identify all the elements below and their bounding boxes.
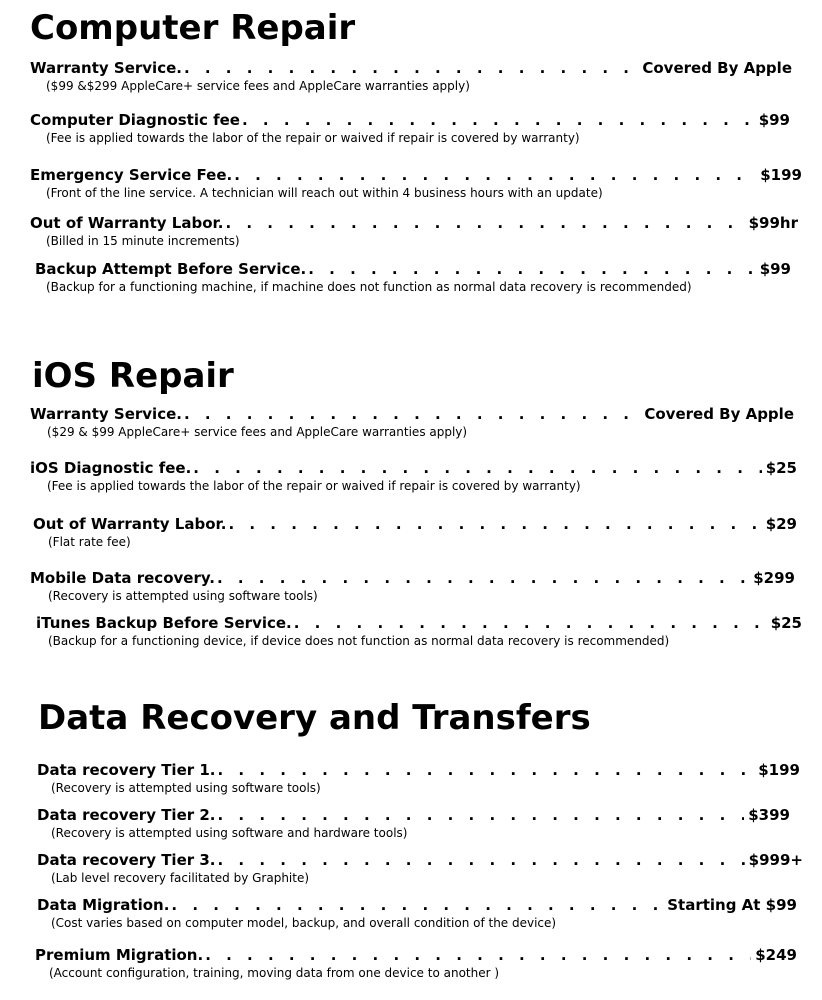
price-item (30, 213, 798, 249)
dot-leader (294, 613, 767, 633)
dot-leader (308, 259, 755, 279)
item-note: (Billed in 15 minute increments) (46, 234, 240, 248)
price-item (35, 945, 797, 981)
dot-leader (228, 514, 761, 534)
item-note: ($99 &$299 AppleCare+ service fees and AppleCare warranties apply) (46, 79, 470, 93)
item-price: $25 (765, 459, 797, 477)
price-item (37, 805, 790, 841)
item-price: Starting At $99 (667, 896, 797, 914)
item-price: $249 (755, 946, 797, 964)
item-price: $99 (758, 111, 790, 129)
dot-leader (242, 110, 755, 130)
item-price: $99hr (748, 214, 798, 232)
price-item (35, 259, 791, 295)
dot-leader (184, 58, 638, 78)
section-title-ios-repair: iOS Repair (32, 356, 234, 396)
item-name: Computer Diagnostic fee (30, 111, 240, 129)
item-name: iTunes Backup Before Service. (36, 614, 292, 632)
item-note: (Recovery is attempted using software tools) (48, 589, 318, 603)
item-price: Covered By Apple (642, 59, 792, 77)
section-title-data-recovery: Data Recovery and Transfers (38, 698, 591, 738)
price-item (36, 613, 802, 649)
item-name: Out of Warranty Labor. (30, 214, 224, 232)
item-name: Emergency Service Fee. (30, 166, 233, 184)
dot-leader (184, 404, 640, 424)
price-item (30, 568, 795, 604)
item-name: Mobile Data recovery. (30, 569, 215, 587)
dot-leader (225, 213, 744, 233)
price-item (33, 514, 797, 550)
item-name: Out of Warranty Labor. (33, 515, 227, 533)
dot-leader (217, 568, 749, 588)
item-name: iOS Diagnostic fee. (30, 459, 192, 477)
item-name: Data Migration. (37, 896, 170, 914)
item-price: $399 (748, 806, 790, 824)
item-name: Warranty Service. (30, 59, 182, 77)
item-price: $199 (760, 166, 802, 184)
dot-leader (218, 760, 755, 780)
price-item (30, 165, 802, 201)
item-note: (Fee is applied towards the labor of the repair or waived if repair is covered by warranty) (47, 479, 581, 493)
item-price: $199 (758, 761, 800, 779)
item-note: (Front of the line service. A technician will reach out within 4 business hours with an update) (46, 186, 603, 200)
item-price: $299 (753, 569, 795, 587)
item-name: Data recovery Tier 1. (37, 761, 216, 779)
item-name: Data recovery Tier 2. (37, 806, 216, 824)
dot-leader (218, 805, 745, 825)
item-price: $999+ (748, 851, 803, 869)
price-item (30, 110, 790, 146)
item-note: (Recovery is attempted using software tools) (51, 781, 321, 795)
dot-leader (234, 165, 756, 185)
item-note: (Recovery is attempted using software and hardware tools) (51, 826, 408, 840)
price-item (30, 458, 797, 494)
price-item (37, 760, 800, 796)
item-note: (Cost varies based on computer model, backup, and overall condition of the device) (51, 916, 557, 930)
price-item (37, 895, 797, 931)
item-price: $29 (765, 515, 797, 533)
dot-leader (205, 945, 751, 965)
item-note: (Backup for a functioning machine, if machine does not function as normal data recovery is recommended) (46, 280, 692, 294)
dot-leader (193, 458, 761, 478)
dot-leader (171, 895, 663, 915)
item-note: (Account configuration, training, moving data from one device to another ) (49, 966, 500, 980)
item-name: Backup Attempt Before Service. (35, 260, 307, 278)
item-name: Data recovery Tier 3. (37, 851, 216, 869)
item-note: (Backup for a functioning device, if device does not function as normal data recovery is recommended) (48, 634, 670, 648)
price-item (37, 850, 803, 886)
section-title-computer-repair: Computer Repair (30, 8, 356, 48)
price-item (30, 404, 794, 440)
item-price: Covered By Apple (644, 405, 794, 423)
item-name: Warranty Service. (30, 405, 182, 423)
item-name: Premium Migration. (35, 946, 204, 964)
dot-leader (218, 850, 745, 870)
item-note: (Fee is applied towards the labor of the repair or waived if repair is covered by warranty) (46, 131, 580, 145)
price-item (30, 58, 792, 94)
item-price: $25 (770, 614, 802, 632)
item-price: $99 (759, 260, 791, 278)
item-note: (Flat rate fee) (48, 535, 131, 549)
item-note: ($29 & $99 AppleCare+ service fees and AppleCare warranties apply) (47, 425, 468, 439)
item-note: (Lab level recovery facilitated by Graphite) (51, 871, 310, 885)
